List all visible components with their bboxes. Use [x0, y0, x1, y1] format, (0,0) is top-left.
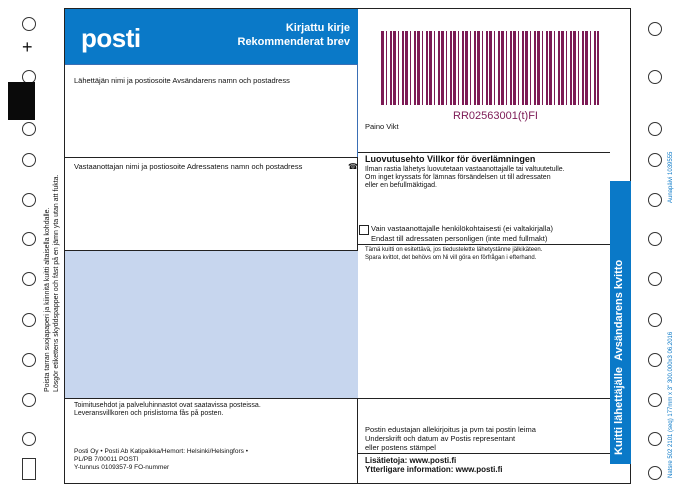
perforation-hole	[648, 466, 662, 480]
perforation-hole	[648, 122, 662, 136]
receipt-note-sv: Spara kvittot, det behövs om Ni vill göra en förfrågan i efterhand.	[365, 255, 537, 261]
delivery-line3: eller en befullmäktigad.	[365, 182, 437, 189]
title-fi: Kirjattu kirje	[285, 22, 350, 34]
phone-icon: ☎	[348, 162, 358, 171]
receipt-note-fi: Tämä kuitti on esitettävä, jos tiedustelette lähetystänne jälkikäteen.	[365, 247, 543, 253]
perforation-hole	[648, 393, 662, 407]
print-info: Natsre 502 2101 (seq) 177mm x 3" 300.000x3 06.2016	[668, 331, 674, 478]
info-line2: Ytterligare information: www.posti.fi	[365, 465, 503, 474]
company-line1: Posti Oy • Posti Ab Katipaikka/Hemort: Helsinki/Helsingfors •	[74, 448, 248, 455]
receipt-label-sv: Avsändarens kvitto	[613, 259, 625, 361]
perforation-hole	[648, 22, 662, 36]
perforation-hole	[22, 393, 36, 407]
weight-label: Paino Vikt	[365, 122, 399, 131]
personal-delivery-option-fi: Vain vastaanottajalle henkilökohtaisesti (ei valtakirjalla)	[371, 224, 554, 233]
perforation-hole	[648, 153, 662, 167]
sender-label: Lähettäjän nimi ja postiosoite Avsändarens namn och postadress	[74, 76, 290, 85]
info-line1: Lisätietoja: www.posti.fi	[365, 456, 457, 465]
plus-mark-icon: +	[22, 37, 33, 57]
perforation-hole	[648, 193, 662, 207]
perforation-hole	[22, 122, 36, 136]
perforation-hole	[22, 313, 36, 327]
receipt-label	[613, 260, 625, 455]
option-divider	[358, 244, 610, 245]
recipient-label: Vastaanottajan nimi ja postiosoite Adressatens namn och postadress	[74, 162, 303, 171]
perforation-hole	[648, 432, 662, 446]
company-line2: PL/PB 7/00011 POSTI	[74, 456, 139, 463]
print-code: Aunapäivi 1039555	[668, 151, 674, 203]
perforation-hole	[648, 272, 662, 286]
terms-line1: Toimitusehdot ja palveluhinnastot ovat saatavissa posteissa.	[74, 402, 261, 409]
terms-line2: Leveransvillkoren och prislistorna fås på posten.	[74, 410, 224, 417]
shaded-address-area	[65, 250, 358, 398]
left-instruction-sv: Lösgör etikettens skyddspapper och fäst på en jämn yta utan att fukta.	[53, 174, 60, 392]
posti-logo: posti	[81, 23, 141, 53]
corner-mark	[22, 458, 36, 480]
perforation-hole	[22, 353, 36, 367]
company-line3: Y-tunnus 0109357-9 FO-nummer	[74, 464, 170, 471]
left-instruction-fi: Poista tarran suojapaperi ja kiinnitä kuitti altaisella kohdalle.	[44, 207, 51, 392]
personal-delivery-checkbox[interactable]	[359, 225, 369, 235]
signature-line3: eller postens stämpel	[365, 443, 436, 452]
perforation-hole	[22, 272, 36, 286]
perforation-hole	[648, 353, 662, 367]
perforation-hole	[22, 432, 36, 446]
registered-letter-form	[64, 8, 631, 484]
barcode-number: RR02563001(t)FI	[453, 110, 538, 122]
title-sv: Rekommenderat brev	[237, 36, 350, 48]
receipt-label-fi: Kuitti lähettäjälle	[613, 366, 625, 455]
perforation-hole	[22, 232, 36, 246]
perforation-hole	[648, 70, 662, 84]
perforation-hole	[22, 153, 36, 167]
barcode	[381, 31, 599, 105]
delivery-line1: Ilman rastia lähetys luovutetaan vastaanottajalle tai valtuutetulle.	[365, 166, 565, 173]
signature-line2: Underskrift och datum av Postis representant	[365, 434, 516, 443]
personal-delivery-option-sv: Endast till adressaten personligen (inte med fullmakt)	[371, 234, 548, 243]
perforation-hole	[648, 232, 662, 246]
black-marker	[8, 82, 35, 120]
delivery-line2: Om inget kryssats för lämnas försändelsen ut till adressaten	[365, 174, 551, 181]
perforation-hole	[22, 17, 36, 31]
signature-line1: Postin edustajan allekirjoitus ja pvm tai postin leima	[365, 425, 536, 434]
delivery-title: Luovutusehto Villkor för överlämningen	[365, 154, 536, 164]
perforation-hole	[22, 193, 36, 207]
perforation-hole	[648, 313, 662, 327]
